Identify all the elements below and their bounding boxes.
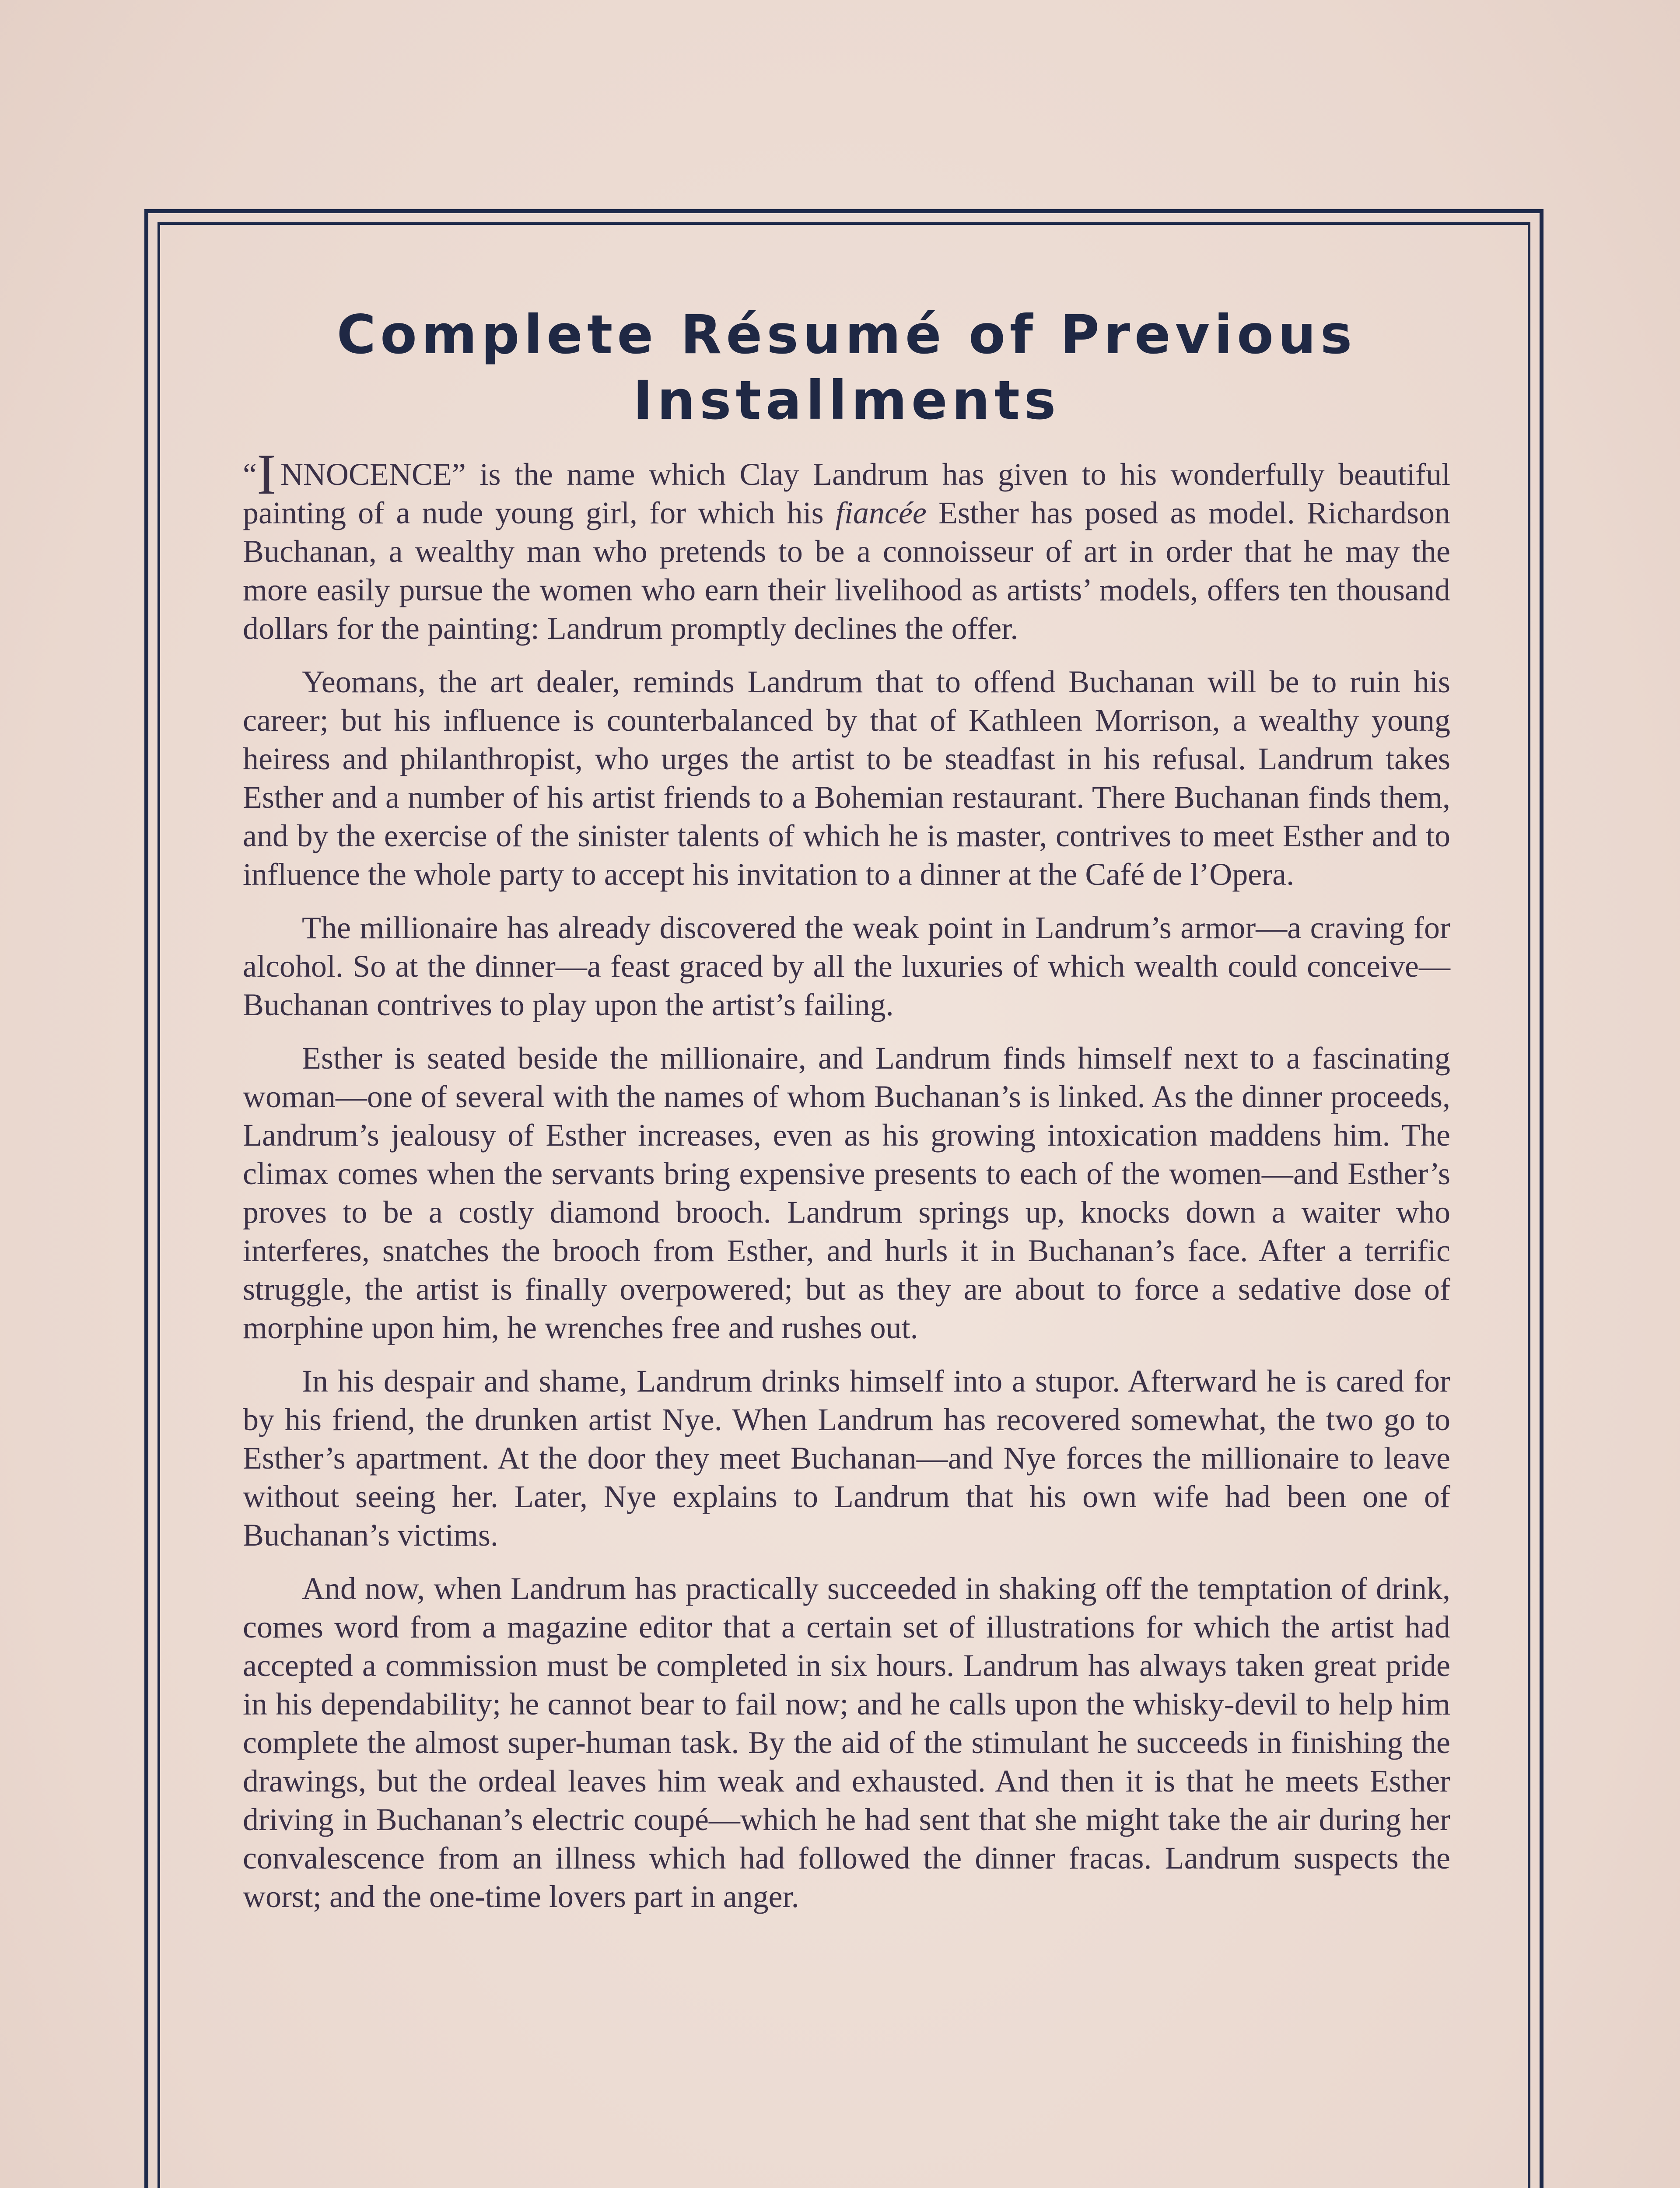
paragraph-1 [243,442,1450,648]
paragraph-2: Yeomans, the art dealer, reminds Landrum that to offend Buchanan will be to ruin his career; but his influence is counterbalanced by that of Kathleen Morrison, a wealthy young heiress and philanthropist, who urges the artist to be steadfast in his refusal. Landrum takes Esther and a number of his artist friends to a Bohemian restaurant. There Buchanan finds them, and by the exercise of the sinister talents of which he is master, contrives to meet Esther and to influence the whole party to accept his invitation to a dinner at the Café de l’Opera. [243,664,1450,892]
title-line-1: Complete Résumé of Previous [336,304,1357,366]
paragraph-4: Esther is seated beside the millionaire, and Landrum finds himself next to a fascinating woman—one of several with the names of whom Buchanan’s is linked. As the dinner proceeds, Landrum’s jealousy of Esther increases, even as his growing intoxication maddens him. The climax comes when the servants bring expensive presents to each of the women—and Esther’s proves to be a costly diamond brooch. Landrum springs up, knocks down a waiter who interferes, snatches the brooch from Esther, and hurls it in Buchanan’s face. After a terrific struggle, the artist is finally overpowered; but as they are about to force a sedative dose of morphine upon him, he wrenches free and rushes out. [243,1041,1450,1345]
page-title [243,302,1450,433]
fiancee-italic: fiancée [835,495,927,530]
paragraph-5: In his despair and shame, Landrum drinks himself into a stupor. Afterward he is cared for by his friend, the drunken artist Nye. When Landrum has recovered somewhat, the two go to Esther’s apartment. At the door they meet Buchanan—and Nye forces the millionaire to leave without seeing her. Later, Nye explains to Landrum that his own wife had been one of Buchanan’s victims. [243,1364,1450,1553]
opening-quote: “ [243,457,257,492]
paragraph-1-text-a: NNOCENCE” is the name which Clay Landrum has given to his wonderfully beautiful painting of a nude young girl, for which his [243,457,1450,530]
paragraph-6: And now, when Landrum has practically succeeded in shaking off the temptation of drink, comes word from a magazine editor that a certain set of illustrations for which the artist had accepted a commission must be completed in six hours. Landrum has always taken great pride in his dependability; he cannot bear to fail now; and he calls upon the whisky-devil to help him complete the almost super-human task. By the aid of the stimulant he succeeds in finishing the drawings, but the ordeal leaves him weak and exhausted. And then it is that he meets Esther driving in Buchanan’s electric coupé—which he had sent that she might take the air during her convalescence from an illness which had followed the dinner fracas. Landrum suspects the worst; and the one-time lovers part in anger. [243,1571,1450,1914]
drop-cap-letter: I [256,442,276,506]
paragraph-3: The millionaire has already discovered the weak point in Landrum’s armor—a craving for alcohol. So at the dinner—a feast graced by all the luxuries of which wealth could conceive—Buchanan contrives to play upon the artist’s failing. [243,910,1450,1022]
paragraph-1-text-b: Esther has posed as model. Richardson Buchanan, a wealthy man who pretends to be a connoisseur of art in order that he may the more easily pursue the women who earn their livelihood as artists’ models, offers ten thousand dollars for the painting: Landrum promptly declines the offer. [243,495,1450,646]
title-line-2: Installments [633,369,1060,431]
article-body [243,302,1450,1931]
